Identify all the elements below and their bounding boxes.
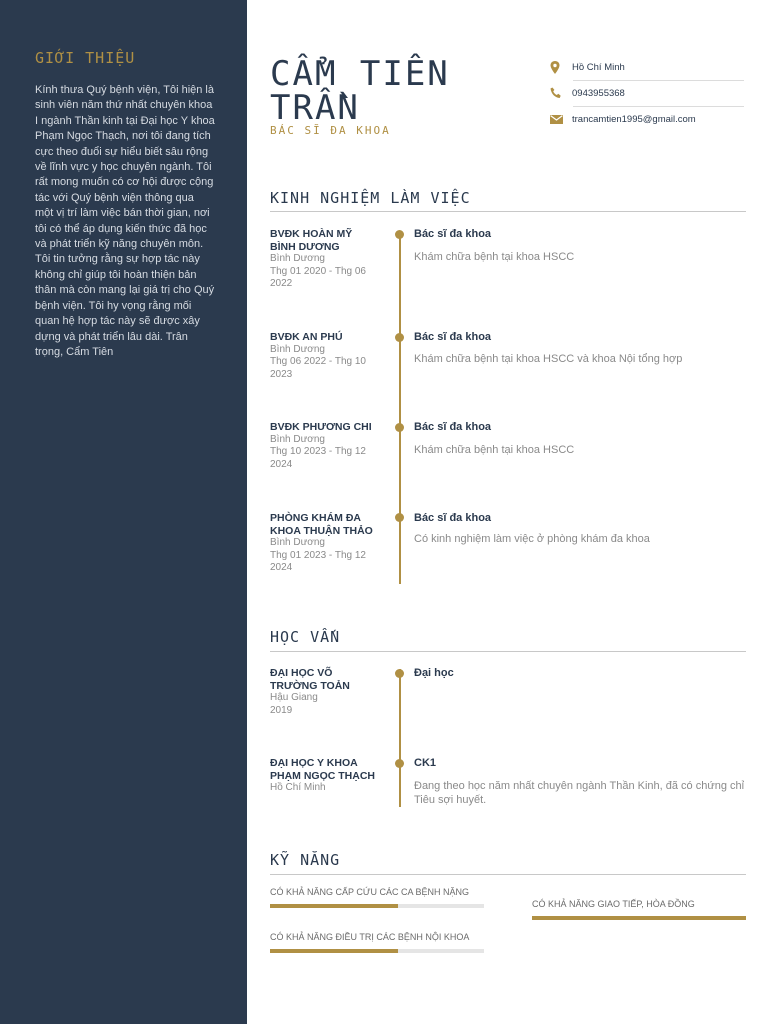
job-role: Bác sĩ đa khoa	[414, 331, 492, 343]
experience-entry-left	[270, 228, 380, 291]
employment-dates: Thg 10 2023 - Thg 12 2024	[270, 446, 366, 470]
school-name: ĐẠI HỌC Y KHOA PHẠM NGỌC THẠCH	[270, 757, 375, 782]
education-entry-left	[270, 667, 380, 717]
experience-entry-left	[270, 331, 380, 381]
phone-text: 0943955368	[572, 87, 625, 99]
skill-label: CÓ KHẢ NĂNG GIAO TIẾP, HÒA ĐỒNG	[532, 899, 695, 909]
location-text: Hồ Chí Minh	[572, 61, 625, 73]
section-divider	[270, 211, 746, 212]
skill-bar-fill	[270, 949, 398, 953]
skill-label: CÓ KHẢ NĂNG ĐIỀU TRỊ CÁC BỆNH NỘI KHOA	[270, 932, 470, 942]
school-name: ĐẠI HỌC VÕ TRƯỜNG TOẢN	[270, 667, 350, 692]
skills-title: KỸ NĂNG	[270, 851, 341, 869]
sidebar	[0, 0, 247, 1024]
intro-text: Kính thưa Quý bệnh viện, Tôi hiện là sinh viên năm thứ nhất chuyên khoa I ngành Thần kinh tại Đại học Y khoa Phạm Ngọc Thạch, nơi tôi đang tích cực theo đuổi sự hiểu biết sâu rộng về lĩnh vực y học chuyên ngành. Tôi rất mong muốn có cơ hội được cộng tác với Quý bệnh viện thông qua một vị trí làm việc bán thời gian, nơi tôi có thể áp dụng kiến thức đã học và phát triển kỹ năng chuyên môn. Tôi tin tưởng rằng sự hợp tác này không chỉ giúp tôi hoàn thiện bản thân mà còn mang lại giá trị cho Quý bệnh viện. Tôi hy vọng rằng mối quan hệ hợp tác này sẽ được xây dựng và phát triển lâu dài. Trân trọng, Cẩm Tiên	[35, 84, 215, 358]
education-entry-left	[270, 757, 380, 795]
skill-bar	[532, 916, 746, 920]
timeline-dot	[395, 423, 404, 432]
experience-entry-left	[270, 512, 380, 575]
section-divider	[270, 651, 746, 652]
skill-bar	[270, 904, 484, 908]
school-location: Hậu Giang	[270, 692, 318, 703]
main-content	[270, 0, 746, 1024]
employment-dates: Thg 01 2020 - Thg 06 2022	[270, 265, 366, 289]
employer-name: PHÒNG KHÁM ĐA KHOA THUẬN THẢO	[270, 512, 373, 537]
timeline-dot	[395, 669, 404, 678]
name-line-1: CẨM TIÊN	[270, 54, 450, 94]
employer-name: BVĐK HOÀN MỸ BÌNH DƯƠNG	[270, 228, 353, 253]
timeline-dot	[395, 759, 404, 768]
job-title: BÁC SĨ ĐA KHOA	[270, 124, 391, 137]
education-timeline	[399, 669, 401, 807]
location-pin-icon	[550, 60, 572, 74]
phone-icon	[550, 86, 572, 100]
experience-entry-left	[270, 421, 380, 471]
timeline-dot	[395, 333, 404, 342]
timeline-dot	[395, 513, 404, 522]
degree-description: Đang theo học năm nhất chuyên ngành Thần Kinh, đã có chứng chỉ Tiêu sợi huyết.	[414, 780, 745, 806]
job-description: Có kinh nghiệm làm việc ở phòng khám đa khoa	[414, 533, 650, 545]
employer-location: Bình Dương	[270, 433, 325, 445]
job-role: Bác sĩ đa khoa	[414, 512, 492, 524]
full-name	[270, 54, 540, 128]
degree: Đại học	[414, 667, 454, 679]
contact-email[interactable]	[550, 106, 744, 132]
intro-title: GIỚI THIỆU	[35, 49, 136, 67]
employer-name: BVĐK PHƯƠNG CHI	[270, 421, 372, 433]
employer-location: Bình Dương	[270, 253, 325, 264]
experience-title: KINH NGHIỆM LÀM VIỆC	[270, 189, 471, 207]
skill-item	[270, 932, 484, 953]
employer-location: Bình Dương	[270, 537, 325, 548]
job-description: Khám chữa bệnh tại khoa HSCC	[414, 251, 575, 263]
contact-phone[interactable]	[550, 80, 744, 106]
email-text: trancamtien1995@gmail.com	[572, 113, 696, 125]
employment-dates: Thg 01 2023 - Thg 12 2024	[270, 549, 366, 573]
job-role: Bác sĩ đa khoa	[414, 421, 492, 433]
skill-item	[532, 899, 746, 920]
employer-name: BVĐK AN PHÚ	[270, 331, 343, 343]
experience-timeline	[399, 233, 401, 584]
study-dates: 2019	[270, 704, 293, 716]
skill-item	[270, 887, 484, 908]
employer-location: Bình Dương	[270, 343, 325, 355]
skill-bar-fill	[270, 904, 398, 908]
email-icon	[550, 112, 572, 126]
skill-label: CÓ KHẢ NĂNG CẤP CỨU CÁC CA BỆNH NẶNG	[270, 887, 470, 897]
school-location: Hồ Chí Minh	[270, 782, 326, 793]
degree: CK1	[414, 757, 437, 769]
name-line-2: TRẦN	[270, 88, 360, 128]
job-description: Khám chữa bệnh tại khoa HSCC	[414, 444, 575, 456]
skill-bar	[270, 949, 484, 953]
section-divider	[270, 874, 746, 875]
employment-dates: Thg 06 2022 - Thg 10 2023	[270, 356, 366, 380]
education-title: HỌC VẤN	[270, 628, 341, 646]
timeline-dot	[395, 230, 404, 239]
job-description: Khám chữa bệnh tại khoa HSCC và khoa Nội tổng hợp	[414, 353, 683, 365]
contact-location	[550, 54, 744, 80]
skill-bar-fill	[532, 916, 746, 920]
job-role: Bác sĩ đa khoa	[414, 228, 492, 240]
